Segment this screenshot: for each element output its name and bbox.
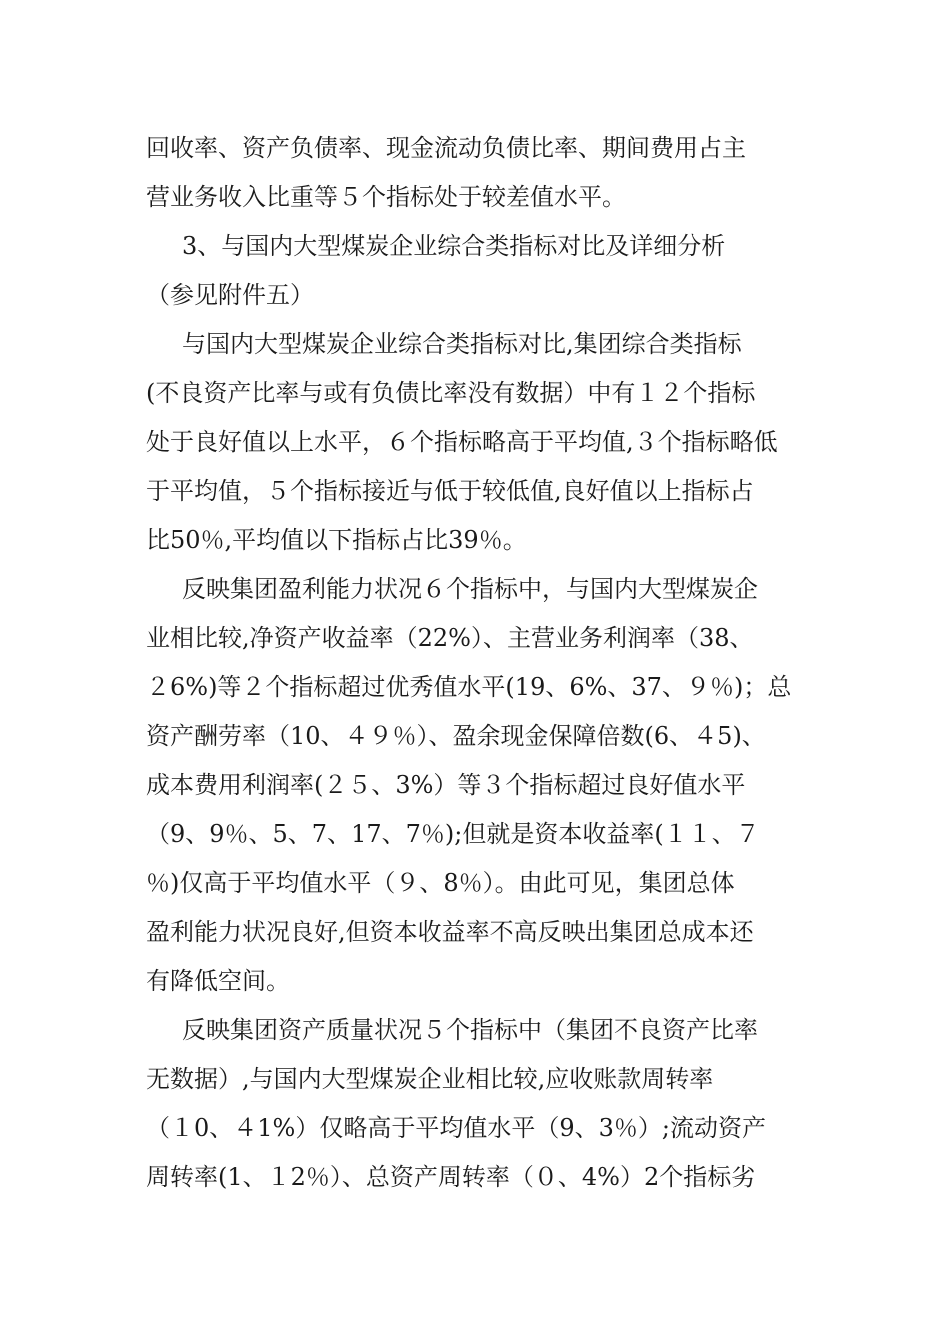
paragraph-start: 反映集团盈利能力状况６个指标中，与国内大型煤炭企	[182, 575, 758, 603]
text-line: 营业务收入比重等５个指标处于较差值水平。	[146, 183, 626, 211]
paragraph-start: 与国内大型煤炭企业综合类指标对比,集团综合类指标	[182, 330, 742, 358]
text-line: 比50％,平均值以下指标占比39％。	[146, 526, 527, 554]
text-line: 周转率(1、１2％）、总资产周转率（０、4%）2个指标劣	[146, 1163, 756, 1191]
text-line: 于平均值，５个指标接近与低于较低值,良好值以上指标占	[146, 477, 754, 505]
text-line: 无数据）,与国内大型煤炭企业相比较,应收账款周转率	[146, 1065, 714, 1093]
document-body	[146, 124, 816, 1202]
text-line: ％)仅高于平均值水平（９、8％）。由此可见，集团总体	[146, 869, 735, 897]
paragraph-start: 反映集团资产质量状况５个指标中（集团不良资产比率	[182, 1016, 758, 1044]
text-line: 盈利能力状况良好,但资本收益率不高反映出集团总成本还	[146, 918, 754, 946]
text-line: 业相比较,净资产收益率（22%）、主营业务利润率（38、	[146, 624, 754, 652]
text-line: (不良资产比率与或有负债比率没有数据）中有１２个指标	[146, 379, 756, 407]
text-line: 资产酬劳率（10、４９％）、盈余现金保障倍数(6、４5)、	[146, 722, 766, 750]
text-line: 有降低空间。	[146, 967, 290, 995]
text-line: （9、9％、5、7、17、7％);但就是资本收益率(１１、７	[146, 820, 760, 848]
section-heading-continued: （参见附件五）	[146, 281, 314, 309]
text-line: （１0、４1%）仅略高于平均值水平（9、3％）;流动资产	[146, 1114, 766, 1142]
text-line: 处于良好值以上水平，６个指标略高于平均值,３个指标略低	[146, 428, 778, 456]
text-line: 回收率、资产负债率、现金流动负债比率、期间费用占主	[146, 134, 746, 162]
text-line: 成本费用利润率(２５、3%）等３个指标超过良好值水平	[146, 771, 746, 799]
text-line: ２6%)等２个指标超过优秀值水平(19、6%、37、９％)；总	[146, 673, 792, 701]
section-heading: 3、与国内大型煤炭企业综合类指标对比及详细分析	[182, 232, 726, 260]
